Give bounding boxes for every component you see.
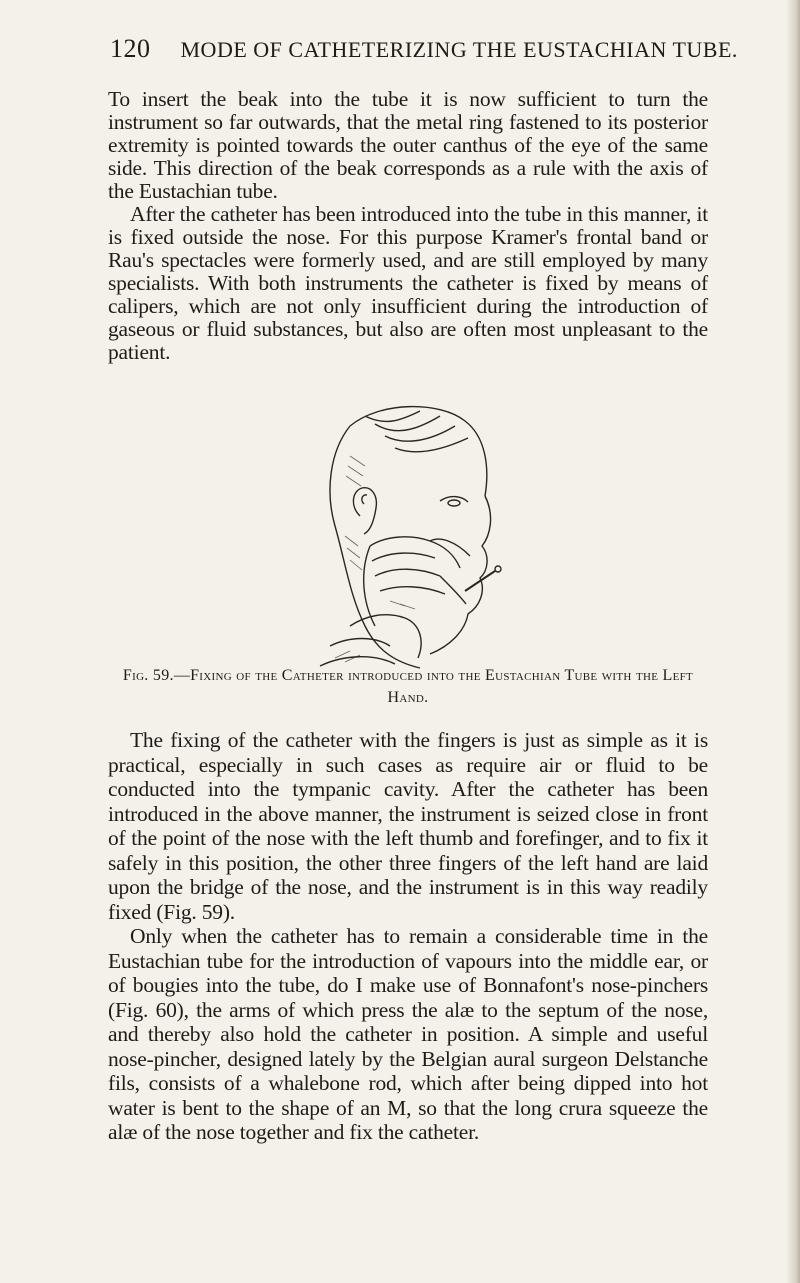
paragraph: Only when the catheter has to remain a considerable time in the Eustachian tube for the introduction of vapours into the middle ear, or of bougies into the tube, do I make use of Bonnafont's nose-pinchers (Fig. 60), the arms of which press the alæ to the septum of the nose, and thereby also hold the catheter in position. A simple and useful nose-pincher, designed lately by the Belgian aural surgeon Delstanche fils, consists of a whalebone rod, which after being dipped into hot water is bent to the shape of an M, so that the long crura squeeze the alæ of the nose together and fix the catheter. xyxy=(108,924,708,1144)
hand-engraving-illustration xyxy=(290,396,520,676)
figure-caption-text: —Fixing of the Catheter introduced into the Eustachian Tube with the Left Hand. xyxy=(173,667,694,706)
running-header xyxy=(110,34,738,64)
text-block-bottom xyxy=(108,728,708,1145)
paragraph: After the catheter has been introduced into the tube in this manner, it is fixed outside the nose. For this purpose Kramer's frontal band or Rau's spectacles were formerly used, and are still employed by many specialists. With both instruments the catheter is fixed by means of calipers, which are not only insufficient during the introduction of gaseous or fluid substances, but also are often most unpleasant to the patient. xyxy=(108,202,708,364)
paragraph: The fixing of the catheter with the fingers is just as simple as it is practical, especially in such cases as require air or fluid to be conducted into the tympanic cavity. After the catheter has been introduced in the above manner, the instrument is seized close in front of the point of the nose with the left thumb and forefinger, and to fix it safely in this position, the other three fingers of the left hand are laid upon the bridge of the nose, and the instrument is in this way readily fixed (Fig. 59). xyxy=(108,728,708,924)
page-edge-shadow xyxy=(786,0,800,1283)
figure-illustration xyxy=(290,396,520,676)
paragraph: To insert the beak into the tube it is now sufficient to turn the instrument so far outwards, that the metal ring fastened to its posterior extremity is pointed towards the outer canthus of the eye of the same side. This direction of the beak corresponds as a rule with the axis of the Eustachian tube. xyxy=(108,87,708,203)
page-number: 120 xyxy=(110,34,151,63)
running-title: MODE OF CATHETERIZING THE EUSTACHIAN TUBE. xyxy=(180,37,738,62)
figure-caption xyxy=(108,665,708,709)
figure-label: Fig. 59. xyxy=(122,667,174,684)
text-block-top xyxy=(108,88,708,364)
